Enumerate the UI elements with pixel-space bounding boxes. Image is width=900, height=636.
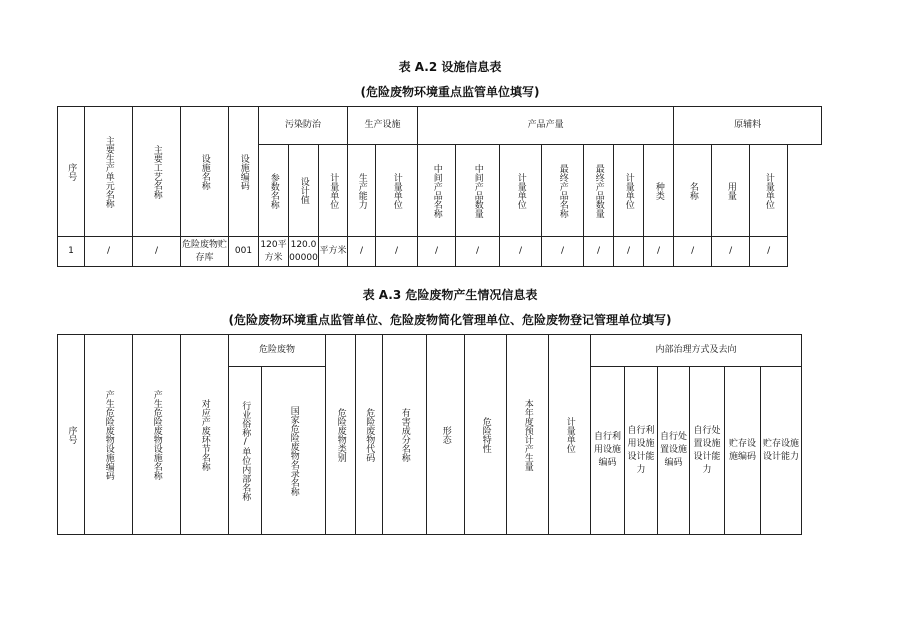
- cell-param-name: 120平方米: [259, 237, 289, 267]
- header-design-value: 设计值: [289, 145, 319, 237]
- header-measure-unit-4: 计量单位: [614, 145, 644, 237]
- header-seq: 序号: [58, 335, 85, 535]
- header-process: 主要工艺名称: [133, 107, 181, 237]
- group-hazardous-waste: 危险废物: [229, 335, 326, 367]
- cell-name: /: [674, 237, 712, 267]
- header-measure-unit: 计量单位: [319, 145, 348, 237]
- facility-info-table: [57, 106, 822, 267]
- cell-facility-code: 001: [229, 237, 259, 267]
- group-pollution: 污染防治: [259, 107, 348, 145]
- header-dispose-code: 自行处置设施编码: [658, 367, 690, 535]
- hazardous-waste-table: [57, 334, 802, 535]
- cell-process: /: [133, 237, 181, 267]
- header-material-usage: 用量: [712, 145, 750, 237]
- cell-unit4: /: [614, 237, 644, 267]
- header-hazard-property: 危险特性: [465, 335, 507, 535]
- header-mid-product-qty: 中间产品数量: [456, 145, 500, 237]
- table-a3-subtitle: (危险废物环境重点监管单位、危险废物简化管理单位、危险废物登记管理单位填写): [228, 313, 672, 327]
- header-material-name: 名称: [674, 145, 712, 237]
- cell-unit3: /: [500, 237, 542, 267]
- table-a3-title: 表 A.3 危险废物产生情况信息表: [362, 288, 538, 302]
- header-dispose-capacity: 自行处置设施设计能力: [690, 367, 725, 535]
- header-waste-facility-name: 产生危险废物设施名称: [133, 335, 181, 535]
- header-common-name: 行业俗称/单位内部名称: [229, 367, 262, 535]
- cell-mid-qty: /: [456, 237, 500, 267]
- header-production-unit: 主要生产单元名称: [85, 107, 133, 237]
- header-param-name: 参数名称: [259, 145, 289, 237]
- header-reuse-capacity: 自行利用设施设计能力: [625, 367, 658, 535]
- cell-facility-name: 危险废物贮存库: [181, 237, 229, 267]
- header-reuse-code: 自行利用设施编码: [591, 367, 625, 535]
- cell-unit2: /: [376, 237, 418, 267]
- cell-seq: 1: [58, 237, 85, 267]
- header-annual-output: 本年度预计产生量: [507, 335, 549, 535]
- cell-unit5: /: [750, 237, 788, 267]
- header-final-product-qty: 最终产品数量: [584, 145, 614, 237]
- header-waste-link: 对应产废环节名称: [181, 335, 229, 535]
- header-measure-unit-3: 计量单位: [500, 145, 542, 237]
- table-row: [58, 237, 822, 267]
- group-output: 产品产量: [418, 107, 674, 145]
- header-waste-code: 危险废物代码: [356, 335, 383, 535]
- table-a2-subtitle: (危险废物环境重点监管单位填写): [360, 85, 540, 99]
- header-measure-unit: 计量单位: [549, 335, 591, 535]
- header-final-product-name: 最终产品名称: [542, 145, 584, 237]
- header-measure-unit-5: 计量单位: [750, 145, 788, 237]
- group-material: 原辅料: [674, 107, 822, 145]
- cell-measure: 平方米: [319, 237, 348, 267]
- header-mid-product-name: 中间产品名称: [418, 145, 456, 237]
- header-facility-name: 设施名称: [181, 107, 229, 237]
- group-internal-treatment: 内部治理方式及去向: [591, 335, 802, 367]
- header-waste-category: 危险废物类别: [326, 335, 356, 535]
- cell-kind: /: [644, 237, 674, 267]
- header-measure-unit-2: 计量单位: [376, 145, 418, 237]
- header-waste-facility-code: 产生危险废物设施编码: [85, 335, 133, 535]
- header-capacity: 生产能力: [348, 145, 376, 237]
- header-harmful-components: 有害成分名称: [383, 335, 427, 535]
- header-storage-code: 贮存设施编码: [725, 367, 761, 535]
- header-storage-capacity: 贮存设施设计能力: [761, 367, 802, 535]
- table-a2-title: 表 A.2 设施信息表: [398, 60, 502, 74]
- header-seq: 序号: [58, 107, 85, 237]
- cell-mid-name: /: [418, 237, 456, 267]
- header-facility-code: 设施编码: [229, 107, 259, 237]
- group-production: 生产设施: [348, 107, 418, 145]
- header-form: 形态: [427, 335, 465, 535]
- cell-final-name: /: [542, 237, 584, 267]
- cell-unit: /: [85, 237, 133, 267]
- header-material-kind: 种类: [644, 145, 674, 237]
- cell-design-value: 120.000000: [289, 237, 319, 267]
- cell-final-qty: /: [584, 237, 614, 267]
- cell-capacity: /: [348, 237, 376, 267]
- header-national-list-name: 国家危险废物名录名称: [262, 367, 326, 535]
- cell-usage: /: [712, 237, 750, 267]
